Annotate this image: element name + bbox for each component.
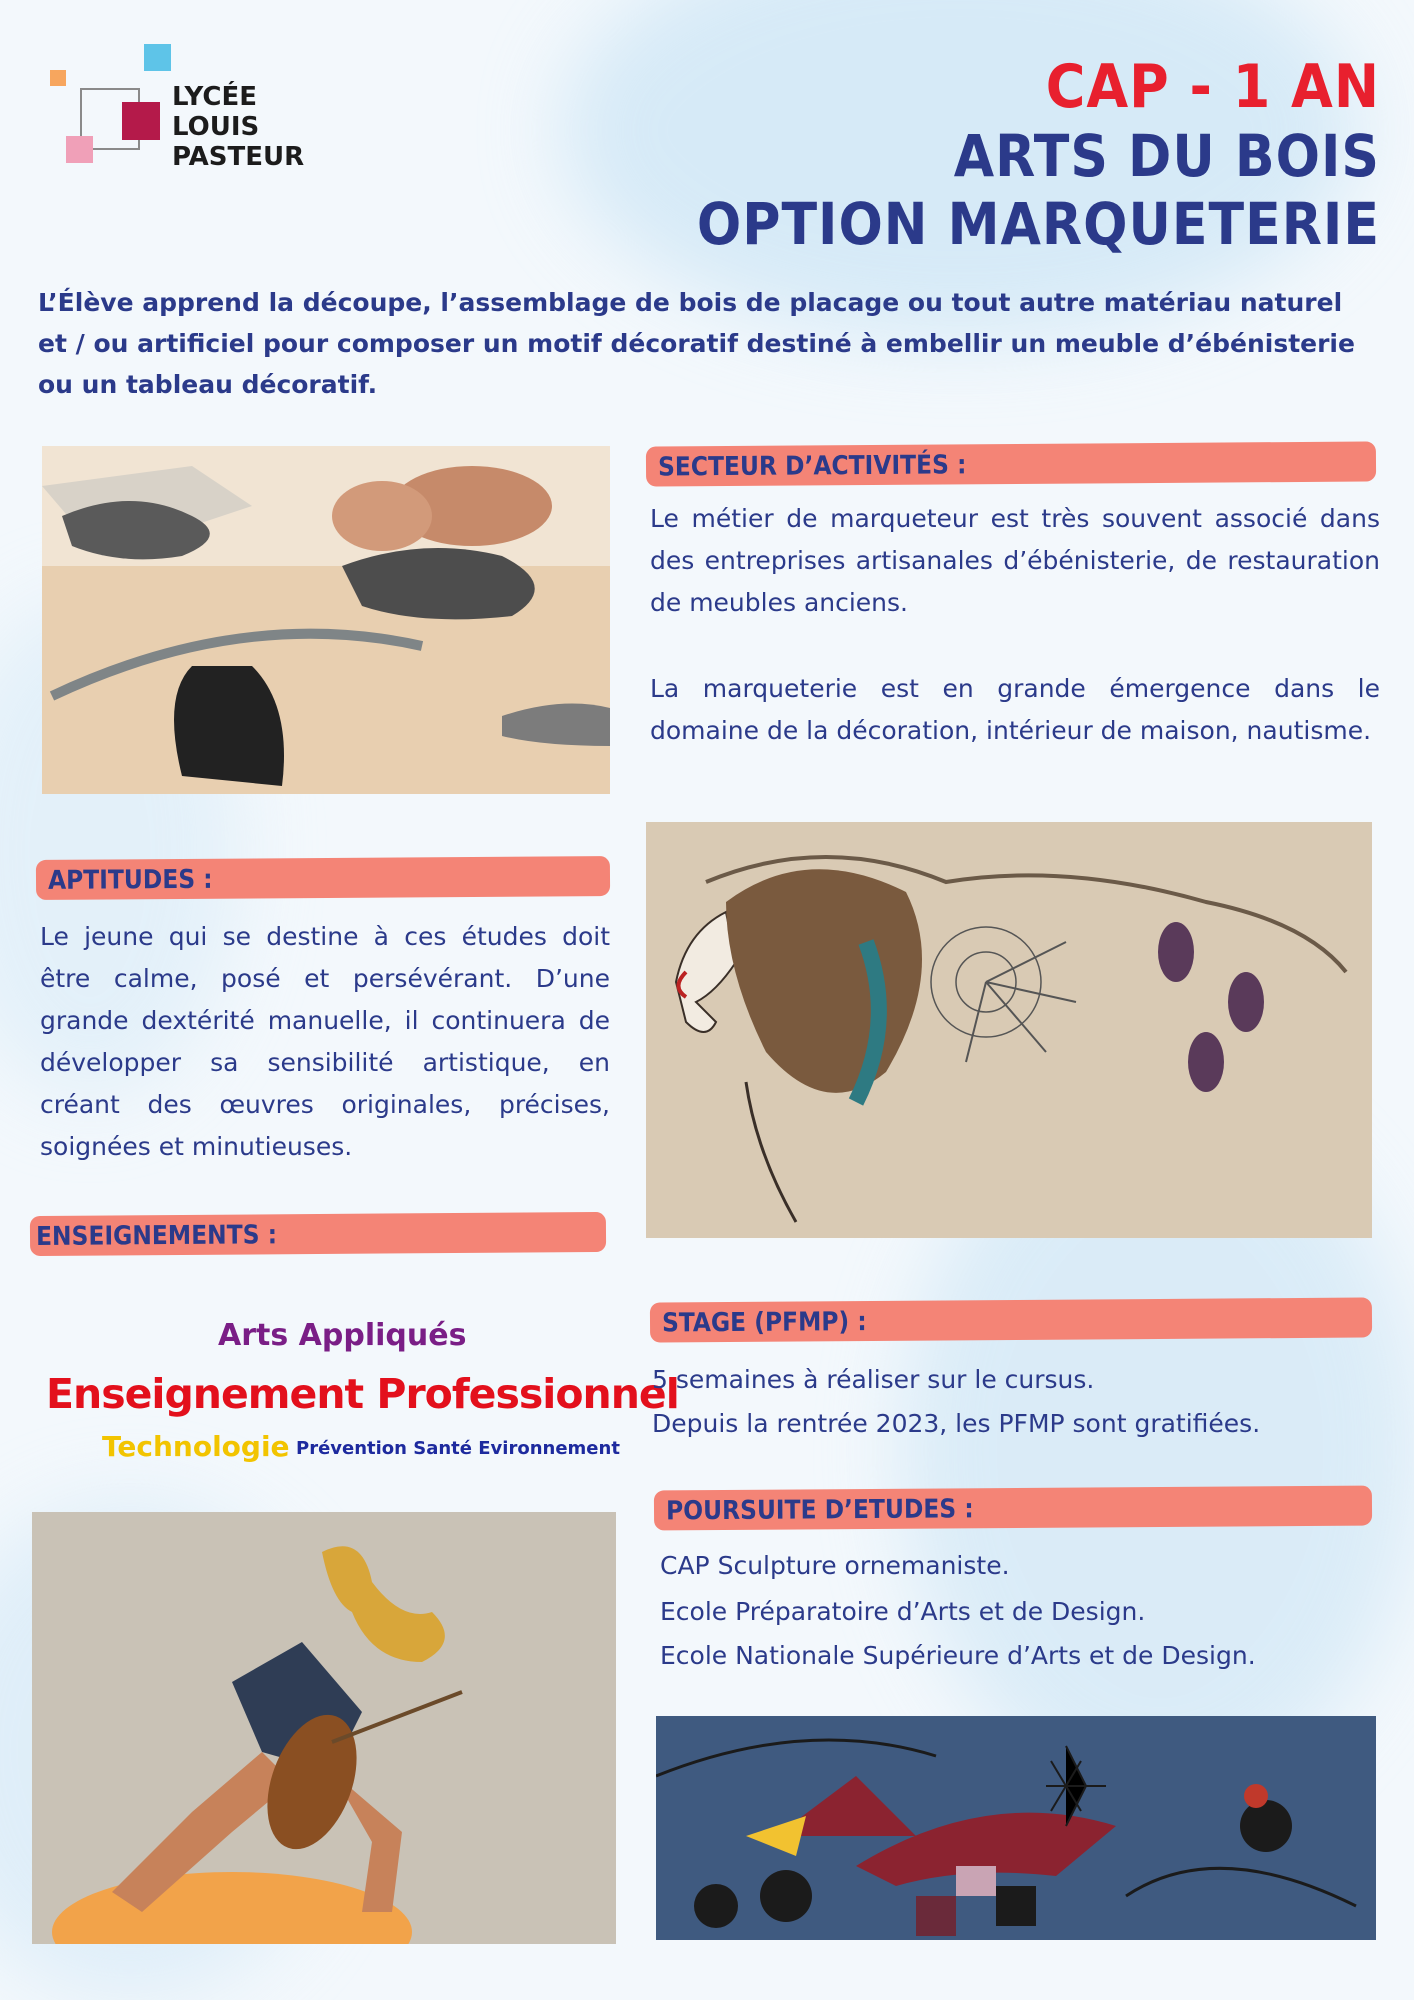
- heading-stage: STAGE (PFMP) :: [661, 1307, 867, 1339]
- poursuite-line-2: Ecole Préparatoire d’Arts et de Design.: [660, 1597, 1146, 1626]
- subject-prevention-sante: Prévention Santé Evironnement: [296, 1438, 620, 1459]
- section-banner-stage: [650, 1297, 1372, 1342]
- heading-enseignements: ENSEIGNEMENTS :: [35, 1220, 278, 1252]
- section-banner-enseignements: [30, 1212, 606, 1256]
- logo-square-pink: [66, 136, 93, 163]
- subject-arts-appliques: Arts Appliqués: [218, 1318, 467, 1353]
- secteur-paragraph-2: La marqueterie est en grande émergence dans le domaine de la décoration, intérieur de maison, nautisme.: [650, 674, 1380, 745]
- title-arts-du-bois: ARTS DU BOIS: [953, 122, 1380, 190]
- photo-marquetry-work: [42, 446, 610, 794]
- stage-line-2: Depuis la rentrée 2023, les PFMP sont gratifiées.: [652, 1409, 1261, 1438]
- photo-abstract-marquetry: [656, 1716, 1376, 1940]
- secteur-paragraph-1: Le métier de marqueteur est très souvent associé dans des entreprises artisanales d’ébénisterie, de restauration de meubles anciens.: [650, 504, 1380, 617]
- heading-secteur: SECTEUR D’ACTIVITÉS :: [657, 450, 967, 483]
- intro-text: L’Élève apprend la découpe, l’assemblage de bois de placage ou tout autre matériau naturel et / ou artificiel pour composer un motif décoratif destiné à embellir un meuble d’ébénisterie ou un tableau décoratif.: [38, 288, 1355, 399]
- photo-musician-marquetry: [32, 1512, 616, 1944]
- poursuite-line-1: CAP Sculpture ornemaniste.: [660, 1551, 1010, 1580]
- heading-aptitudes: APTITUDES :: [47, 864, 213, 896]
- logo-square-blue: [144, 44, 171, 71]
- section-banner-secteur: [646, 441, 1376, 486]
- logo-text: LYCÉE LOUIS PASTEUR: [172, 82, 305, 172]
- logo-square-orange: [50, 70, 66, 86]
- stage-line-1: 5 semaines à réaliser sur le cursus.: [652, 1365, 1095, 1394]
- subject-enseignement-professionnel: Enseignement Professionnel: [46, 1370, 679, 1418]
- title-cap: CAP - 1 AN: [1045, 52, 1380, 122]
- aptitudes-paragraph: Le jeune qui se destine à ces études doit être calme, posé et persévérant. D’une grande dextérité manuelle, il continuera de développer sa sensibilité artistique, en créant des œuvres originales, précises, soignées et minutieuses.: [40, 922, 610, 1161]
- section-banner-aptitudes: [36, 856, 610, 900]
- subject-technologie: Technologie: [102, 1430, 290, 1463]
- title-option: OPTION MARQUETERIE: [696, 190, 1380, 258]
- logo-square-crimson: [122, 102, 160, 140]
- heading-poursuite: POURSUITE D’ETUDES :: [665, 1494, 974, 1527]
- section-banner-poursuite: [654, 1485, 1372, 1530]
- photo-art-nouveau-marquetry: [646, 822, 1372, 1238]
- poursuite-line-3: Ecole Nationale Supérieure d’Arts et de Design.: [660, 1641, 1256, 1670]
